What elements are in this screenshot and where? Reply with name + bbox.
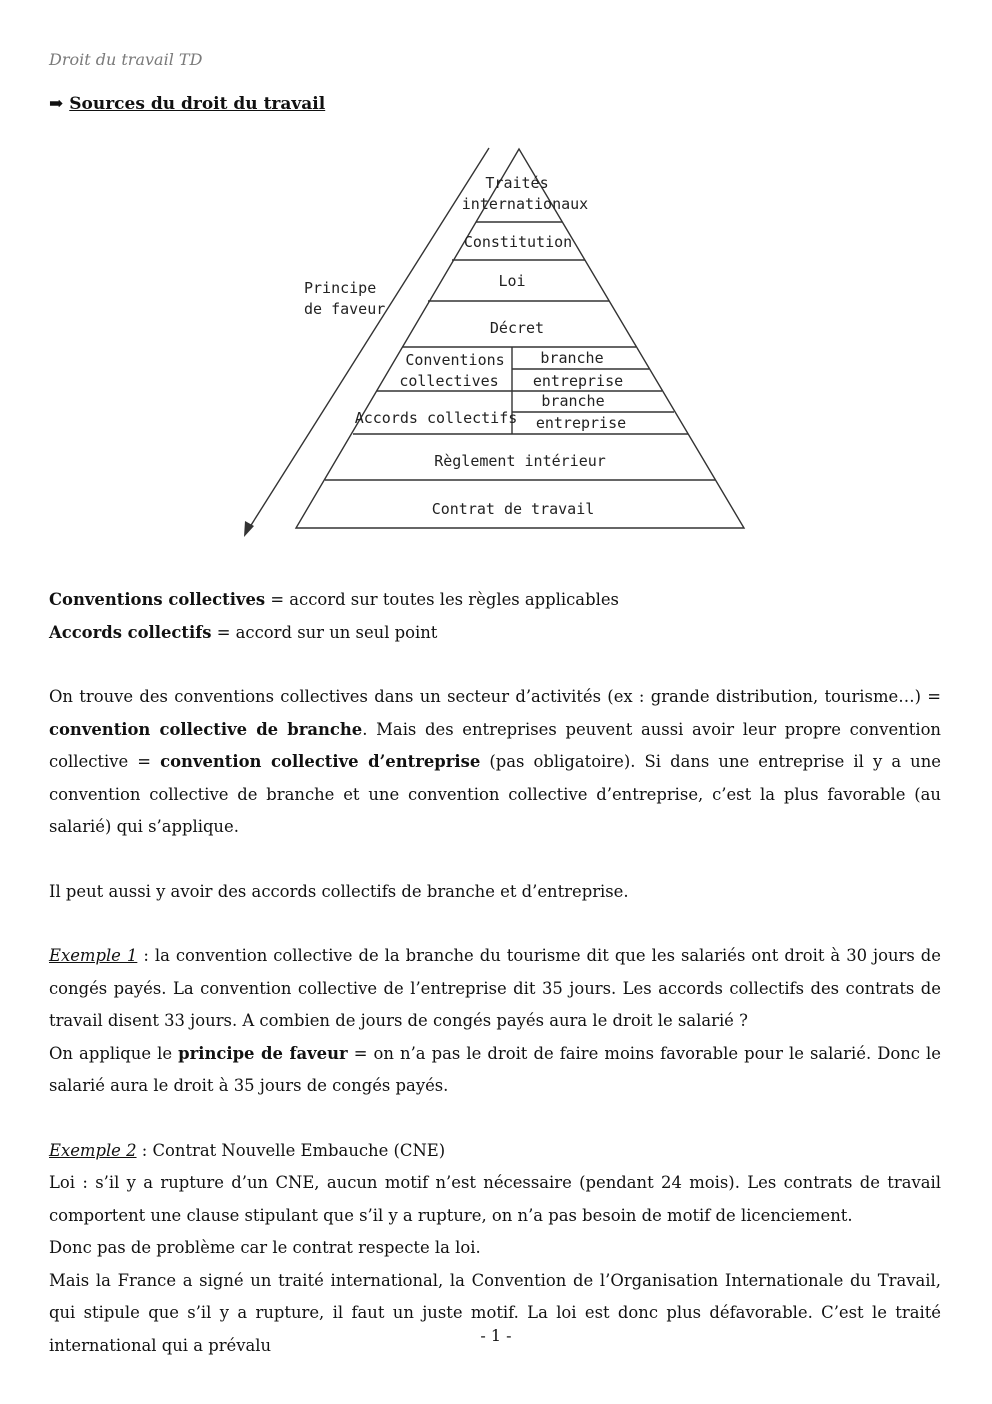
principle-arrow-line [248, 148, 489, 530]
example-1-answer: On applique le principe de faveur = on n’a pas le droit de faire moins favorable pour le salarié. Donc le salarié aura le droit à 35 jours de congés payés. [49, 1043, 941, 1095]
level-traites-1: Traités [485, 174, 549, 192]
arrow-right-icon: ➡ [49, 94, 64, 114]
example-2-line-3: Mais la France a signé un traité international, la Convention de l’Organisation Internationale du Travail, qui stipule que s’il y a rupture, il faut un juste motif. La loi est donc plus défavorable. C’est le traité international qui a prévalu [49, 1270, 941, 1355]
level-acc-branche: branche [541, 392, 605, 410]
principle-label-1: Principe [304, 279, 377, 297]
level-contrat: Contrat de travail [431, 500, 595, 518]
paragraph-accords: Il peut aussi y avoir des accords collectifs de branche et d’entreprise. [49, 881, 629, 901]
level-acc-entreprise: entreprise [535, 414, 627, 432]
level-conv-entreprise: entreprise [532, 372, 624, 390]
principle-label-2: de faveur [304, 300, 386, 318]
level-constitution: Constitution [463, 233, 573, 251]
level-conventions-1: Conventions [405, 351, 505, 369]
example-2-line-1: Loi : s’il y a rupture d’un CNE, aucun motif n’est nécessaire (pendant 24 mois). Les contrats de travail comportent une clause stipulant que s’il y a rupture, on n’a pas besoin de motif de licenciement. [49, 1173, 941, 1225]
level-traites-2: internationaux [461, 195, 589, 213]
definition-conventions: Conventions collectives = accord sur toutes les règles applicables [49, 590, 619, 609]
section-title-text: Sources du droit du travail [69, 94, 326, 114]
level-conv-branche: branche [540, 349, 604, 367]
level-decret: Décret [489, 319, 545, 337]
document-body [49, 584, 941, 1362]
level-accords: Accords collectifs [354, 409, 518, 427]
level-loi: Loi [498, 272, 526, 290]
section-title [49, 94, 325, 114]
page-number: - 1 - [480, 1326, 512, 1345]
paragraph-conventions: On trouve des conventions collectives dans un secteur d’activités (ex : grande distribution, tourisme…) = convention collective de branche. Mais des entreprises peuvent aussi avoir leur propre convention collective = convention collective d’entreprise (pas obligatoire). Si dans une entreprise il y a une convention collective de branche et une convention collective d’entreprise, c’est la plus favorable (au salarié) qui s’applique. [49, 687, 941, 836]
example-1: Exemple 1 : la convention collective de la branche du tourisme dit que les salariés ont droit à 30 jours de congés payés. La convention collective de l’entreprise dit 35 jours. Les accords collectifs des contrats de travail disent 33 jours. A combien de jours de congés payés aura le droit le salarié ? [49, 946, 942, 1030]
level-reglement: Règlement intérieur [434, 452, 606, 470]
hierarchy-pyramid-diagram [230, 140, 760, 540]
level-conventions-2: collectives [399, 372, 499, 390]
example-2-line-2: Donc pas de problème car le contrat respecte la loi. [49, 1238, 481, 1257]
definition-accords: Accords collectifs = accord sur un seul point [49, 622, 438, 642]
document-header: Droit du travail TD [49, 50, 203, 69]
example-2-title: Exemple 2 : Contrat Nouvelle Embauche (CNE) [49, 1140, 446, 1160]
